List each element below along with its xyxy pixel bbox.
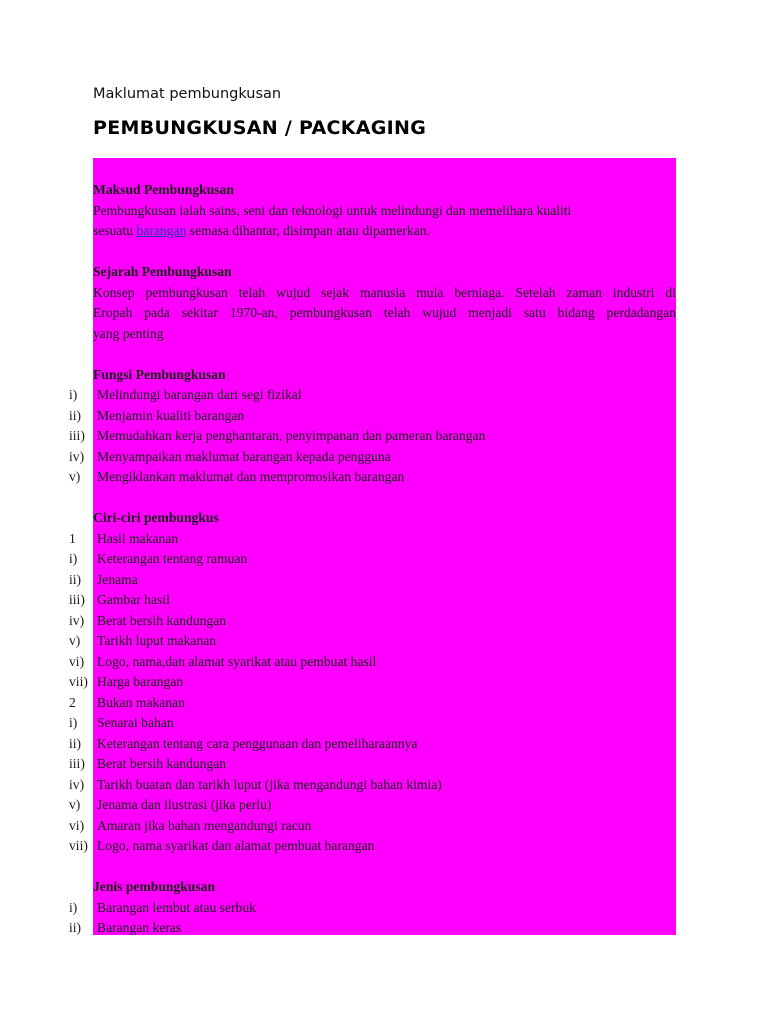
list-item bbox=[69, 652, 376, 672]
list-item bbox=[69, 672, 183, 692]
list-text: Gambar hasil bbox=[97, 592, 170, 607]
list-item bbox=[69, 549, 247, 569]
list-text: Menyampaikan maklumat barangan kepada pengguna bbox=[97, 448, 391, 464]
list-item bbox=[69, 795, 271, 815]
barangan-link[interactable]: barangan bbox=[136, 223, 187, 238]
list-text: Berat bersih kandungan bbox=[97, 612, 227, 628]
list-text: Tarikh buatan dan tarikh luput (jika mengandungi bahan kimia) bbox=[97, 776, 442, 792]
list-number: v) bbox=[69, 633, 81, 648]
list-number: vii) bbox=[69, 674, 88, 689]
list-number: v) bbox=[69, 469, 81, 484]
list-text: Tarikh luput makanan bbox=[97, 633, 217, 648]
list-number: iii) bbox=[69, 428, 85, 443]
list-number: i) bbox=[69, 715, 78, 730]
list-text: Senarai bahan bbox=[97, 715, 174, 730]
paragraph-line bbox=[93, 283, 676, 303]
list-item bbox=[69, 467, 404, 487]
list-item bbox=[69, 406, 244, 426]
list-item bbox=[69, 816, 311, 836]
section-heading-sejarah: Sejarah Pembungkusan bbox=[93, 264, 232, 279]
list-number: i) bbox=[69, 551, 78, 566]
list-item bbox=[69, 713, 174, 733]
list-text: Berat bersih kandungan bbox=[97, 756, 227, 771]
list-number: i) bbox=[69, 899, 78, 915]
list-text: Logo, nama syarikat dan alamat pembuat barangan bbox=[97, 838, 375, 853]
list-item bbox=[69, 693, 185, 713]
paragraph-text: Konsep pembungkusan telah wujud sejak manusia mula berniaga. Setelah zaman industri di bbox=[93, 284, 676, 300]
list-item bbox=[69, 447, 391, 467]
section-heading-jenis: Jenis pembungkusan bbox=[93, 879, 216, 894]
list-item bbox=[69, 611, 226, 631]
heading-marker bbox=[69, 508, 93, 528]
list-text: Keterangan tentang ramuan bbox=[97, 551, 248, 566]
section-heading-fungsi: Fungsi Pembungkusan bbox=[93, 366, 226, 382]
list-item bbox=[69, 426, 485, 446]
list-item bbox=[69, 898, 256, 918]
paragraph-line: Pembungkusan ialah sains, seni dan teknologi untuk melindungi dan memelihara kualiti bbox=[93, 202, 572, 218]
list-number: iv) bbox=[69, 612, 85, 628]
list-item bbox=[69, 529, 178, 549]
list-text: Amaran jika bahan mengandungi racun bbox=[97, 817, 312, 833]
section-heading-ciri: Ciri-ciri pembungkus bbox=[93, 510, 219, 525]
list-text: Logo, nama,dan alamat syarikat atau pembuat hasil bbox=[97, 653, 377, 669]
list-item bbox=[69, 590, 170, 610]
paragraph-text: semasa dihantar, disimpan atau dipamerkan. bbox=[186, 223, 430, 238]
list-number: iv) bbox=[69, 776, 85, 792]
paragraph-line bbox=[93, 221, 430, 241]
list-text: Barangan keras bbox=[97, 920, 182, 935]
list-text: Barangan lembut atau serbuk bbox=[97, 899, 256, 915]
list-number: vii) bbox=[69, 838, 88, 853]
section-heading-maksud: Maksud Pembungkusan bbox=[93, 182, 234, 197]
paragraph-line: yang penting bbox=[93, 325, 164, 341]
list-text: Harga barangan bbox=[97, 674, 184, 689]
list-number: ii) bbox=[69, 571, 82, 587]
list-text: Hasil makanan bbox=[97, 530, 179, 546]
list-number: vi) bbox=[69, 817, 85, 833]
list-number: 2 bbox=[69, 694, 76, 710]
list-number: iii) bbox=[69, 756, 85, 771]
list-text: Memudahkan kerja penghantaran, penyimpanan dan pameran barangan bbox=[97, 428, 486, 443]
list-text: Melindungi barangan dari segi fizikal bbox=[97, 387, 302, 402]
list-item bbox=[69, 836, 374, 856]
list-item bbox=[69, 775, 442, 795]
list-text: Menjamin kualiti barangan bbox=[97, 407, 245, 423]
list-item bbox=[69, 754, 226, 774]
paragraph-line bbox=[93, 303, 676, 323]
list-number: vi) bbox=[69, 653, 85, 669]
list-number: ii) bbox=[69, 735, 82, 751]
document-title: PEMBUNGKUSAN / PACKAGING bbox=[93, 117, 427, 139]
list-item bbox=[69, 570, 138, 590]
list-number: ii) bbox=[69, 407, 82, 423]
list-item bbox=[69, 385, 302, 405]
list-item bbox=[69, 631, 216, 651]
list-text: Jenama bbox=[97, 571, 138, 587]
list-item bbox=[69, 734, 417, 754]
list-text: Bukan makanan bbox=[97, 694, 185, 710]
list-number: ii) bbox=[69, 920, 82, 935]
list-number: iii) bbox=[69, 592, 85, 607]
list-number: iv) bbox=[69, 448, 85, 464]
list-number: v) bbox=[69, 797, 81, 812]
document-subtitle: Maklumat pembungkusan bbox=[93, 86, 282, 102]
list-item bbox=[69, 918, 181, 938]
list-text: Jenama dan ilustrasi (jika perlu) bbox=[97, 797, 272, 812]
paragraph-text: Eropah pada sekitar 1970-an, pembungkusan telah wujud menjadi satu bidang perdadangan bbox=[93, 305, 676, 320]
paragraph-text: sesuatu bbox=[93, 223, 137, 238]
list-text: Keterangan tentang cara penggunaan dan pemeliharaannya bbox=[97, 735, 418, 751]
list-number: 1 bbox=[69, 530, 76, 546]
list-number: i) bbox=[69, 387, 78, 402]
list-text: Mengiklankan maklumat dan mempromosikan barangan bbox=[97, 469, 405, 484]
heading-marker bbox=[69, 876, 93, 896]
